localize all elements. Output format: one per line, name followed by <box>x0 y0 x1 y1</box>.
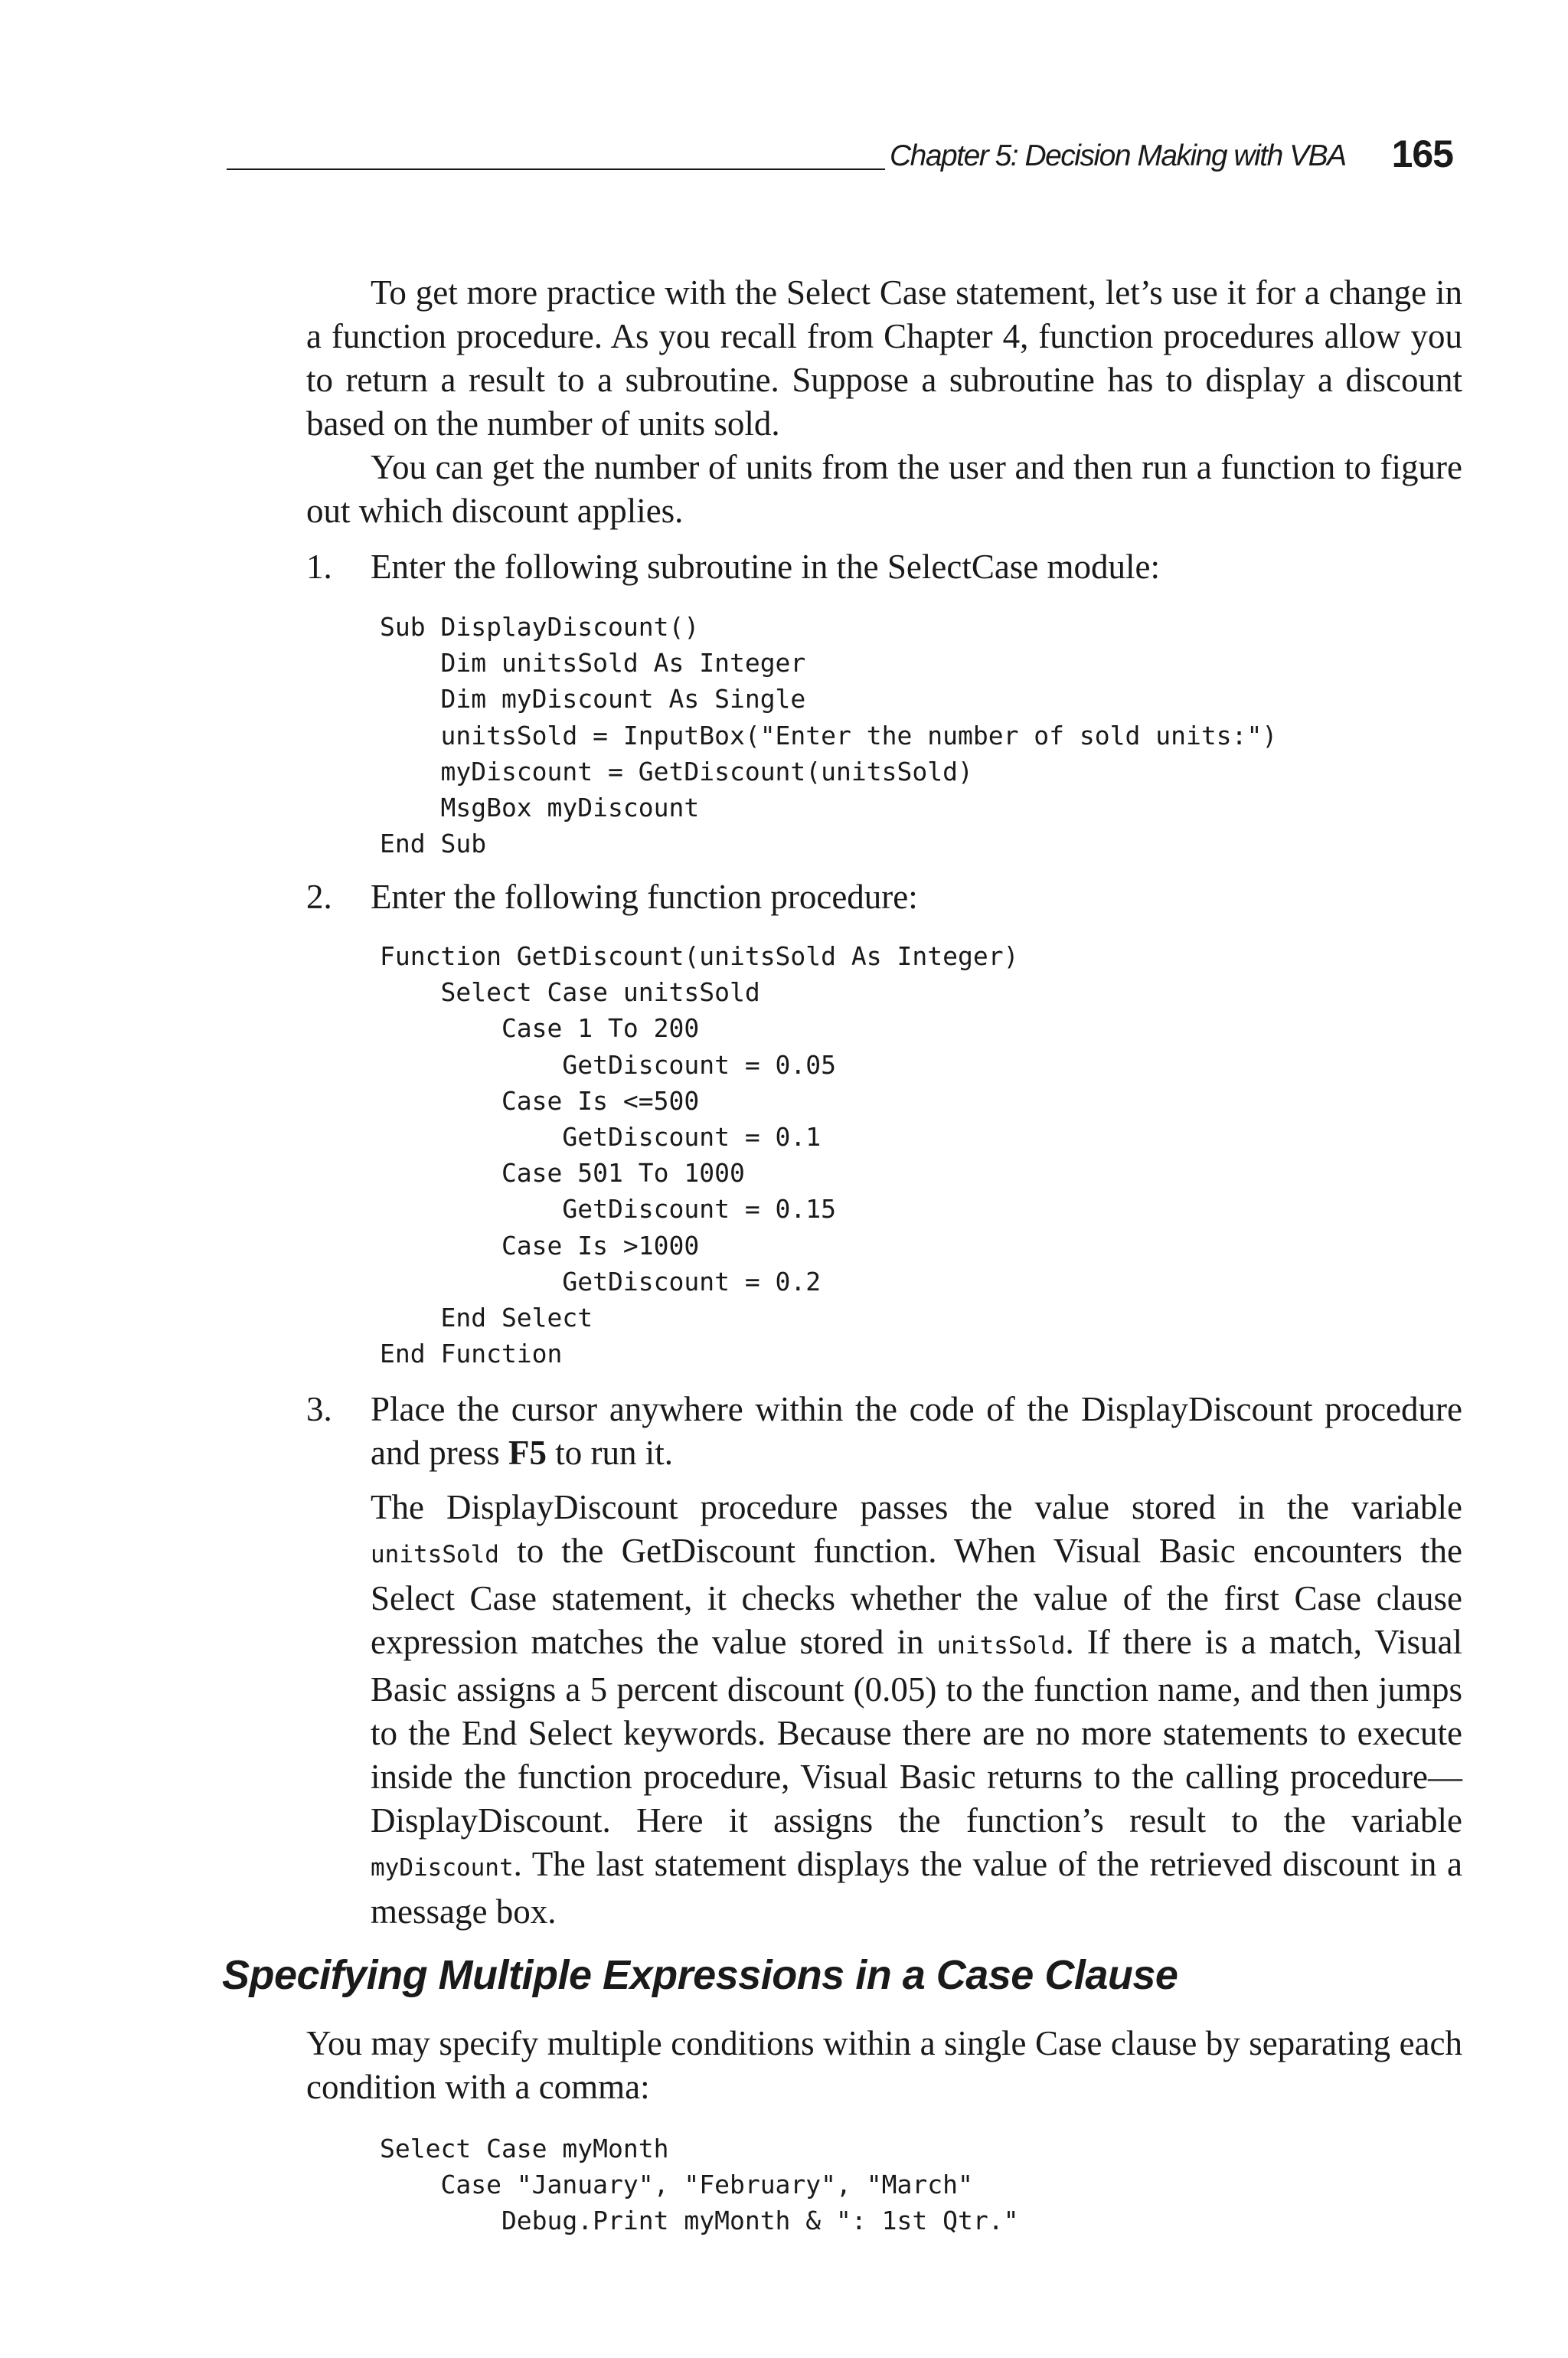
inline-code-units-sold: unitsSold <box>371 1541 499 1568</box>
intro-paragraph-2: You can get the number of units from the user and then run a function to figure out which discount applies. <box>306 448 1462 530</box>
code-block-get-discount: Function GetDiscount(unitsSold As Integer) Select Case unitsSold Case 1 To 200 GetDiscount = 0.05 Case Is <=500 GetDiscount = 0.1 Case 501 To 1000 GetDiscount = 0.15 Case Is >1000 GetDiscount = 0.2 End Select End Function <box>380 941 1019 1369</box>
step-3-text <box>371 1388 1462 1475</box>
running-header <box>227 123 1459 176</box>
step-3-text-before: Place the cursor anywhere within the code of the DisplayDiscount procedure and press <box>371 1390 1462 1472</box>
explanation-text-2: to the GetDiscount function. When Visual Basic encounters the Select Case statement, it checks whether the value of the first Case clause expression matches the value stored in <box>371 1532 1462 1661</box>
chapter-title: Chapter 5: Decision Making with VBA <box>890 139 1346 172</box>
inline-code-my-discount: myDiscount <box>371 1854 514 1882</box>
page-number: 165 <box>1391 132 1453 175</box>
step-1-number: 1. <box>306 548 332 586</box>
section-paragraph: You may specify multiple conditions within a single Case clause by separating each condition with a comma: <box>306 2024 1462 2106</box>
step-3-explanation <box>371 1486 1462 1934</box>
step-1 <box>306 545 1462 589</box>
explanation-text-4: . The last statement displays the value of the retrieved discount in a message box. <box>371 1845 1462 1931</box>
step-2-text: Enter the following function procedure: <box>371 878 918 916</box>
step-3 <box>306 1388 1462 1475</box>
code-block-display-discount: Sub DisplayDiscount() Dim unitsSold As Integer Dim myDiscount As Single unitsSold = InputBox("Enter the number of sold units:") myDiscount = GetDiscount(unitsSold) MsgBox myDiscount End Sub <box>380 612 1278 859</box>
explanation-text-3: . If there is a match, Visual Basic assigns a 5 percent discount (0.05) to the function name, and then jumps to the End Select keywords. Because there are no more statements to execute inside the function procedure, Visual Basic returns to the calling procedure—DisplayDiscount. Here it assigns the function’s result to the variable <box>371 1623 1462 1840</box>
step-3-text-after: to run it. <box>546 1434 673 1472</box>
step-2-number: 2. <box>306 878 332 916</box>
step-3-number: 3. <box>306 1390 332 1428</box>
section-heading: Specifying Multiple Expressions in a Case Clause <box>222 1952 1178 1998</box>
step-2 <box>306 875 1462 919</box>
header-rule <box>227 168 885 170</box>
step-1-text: Enter the following subroutine in the SelectCase module: <box>371 548 1161 586</box>
explanation-text-1: The DisplayDiscount procedure passes the value stored in the variable <box>371 1488 1462 1526</box>
inline-code-units-sold-2: unitsSold <box>936 1632 1066 1660</box>
intro-paragraph-1: To get more practice with the Select Case statement, let’s use it for a change in a function procedure. As you recall from Chapter 4, function procedures allow you to return a result to a subroutine. Suppose a subroutine has to display a discount based on the number of units sold. <box>306 273 1462 443</box>
key-f5: F5 <box>508 1434 547 1472</box>
code-block-select-case-month: Select Case myMonth Case "January", "February", "March" Debug.Print myMonth & ": 1st Qtr." <box>380 2134 1019 2236</box>
